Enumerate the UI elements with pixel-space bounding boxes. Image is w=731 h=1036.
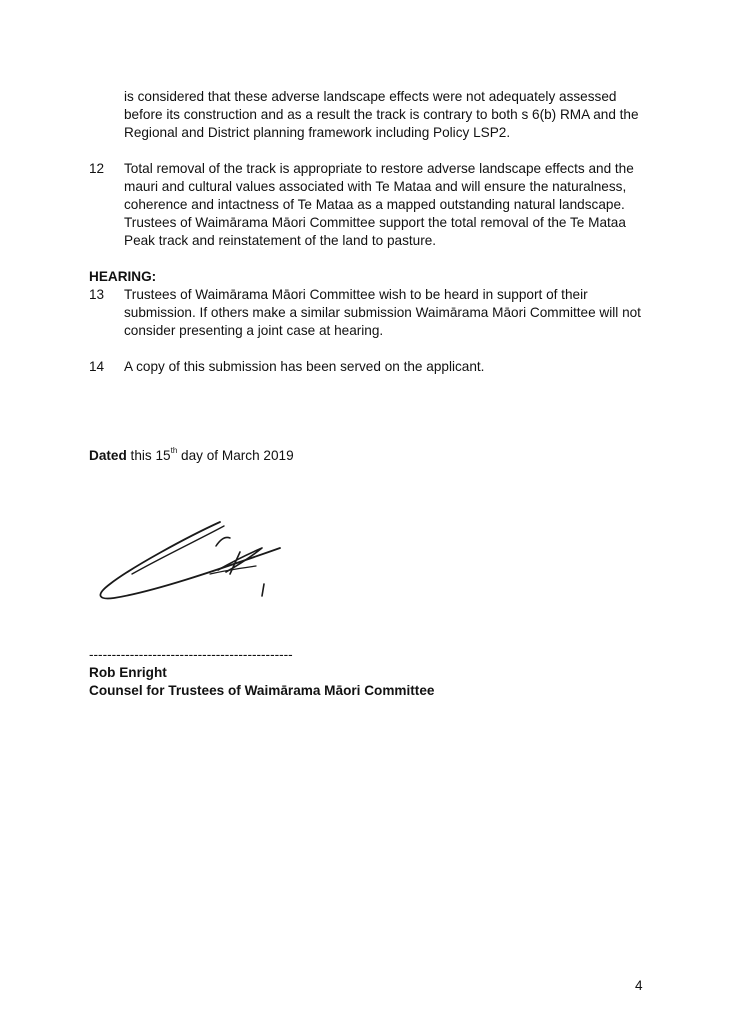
dated-prefix: this 15 (126, 448, 171, 463)
signer-title: Counsel for Trustees of Waimārama Māori Committee (89, 683, 435, 698)
paragraph-12-text: Total removal of the track is appropriate to restore adverse landscape effects and the mauri and cultural values associated with Te Mataa and will ensure the naturalness, coherence and intactness of Te Mataa as a mapped outstanding natural landscape. Trustees of Waimārama Māori Committee support the total removal of the Te Mataa Peak track and reinstatement of the land to pasture. (124, 161, 634, 248)
signature-line: --------------------------------------------- (89, 647, 293, 662)
continuation-paragraph: is considered that these adverse landscape effects were not adequately assessed before its construction and as a result the track is contrary to both s 6(b) RMA and the Regional and District planning framework including Policy LSP2. (124, 89, 639, 140)
paragraph-number-13: 13 (89, 287, 105, 302)
dated-line (89, 447, 294, 465)
dated-superscript: th (170, 446, 178, 456)
paragraph-number-12: 12 (89, 161, 105, 176)
paragraph-number-14: 14 (89, 359, 105, 374)
hearing-heading: HEARING: (89, 269, 157, 284)
paragraph-14-text: A copy of this submission has been served on the applicant. (124, 359, 485, 374)
dated-suffix: day of March 2019 (177, 448, 294, 463)
handwritten-signature (92, 512, 292, 607)
signer-name: Rob Enright (89, 665, 167, 680)
page-number: 4 (635, 978, 643, 993)
dated-label: Dated (89, 448, 127, 463)
paragraph-13-text: Trustees of Waimārama Māori Committee wish to be heard in support of their submission. If others make a similar submission Waimārama Māori Committee will not consider presenting a joint case at hearing. (124, 287, 641, 338)
